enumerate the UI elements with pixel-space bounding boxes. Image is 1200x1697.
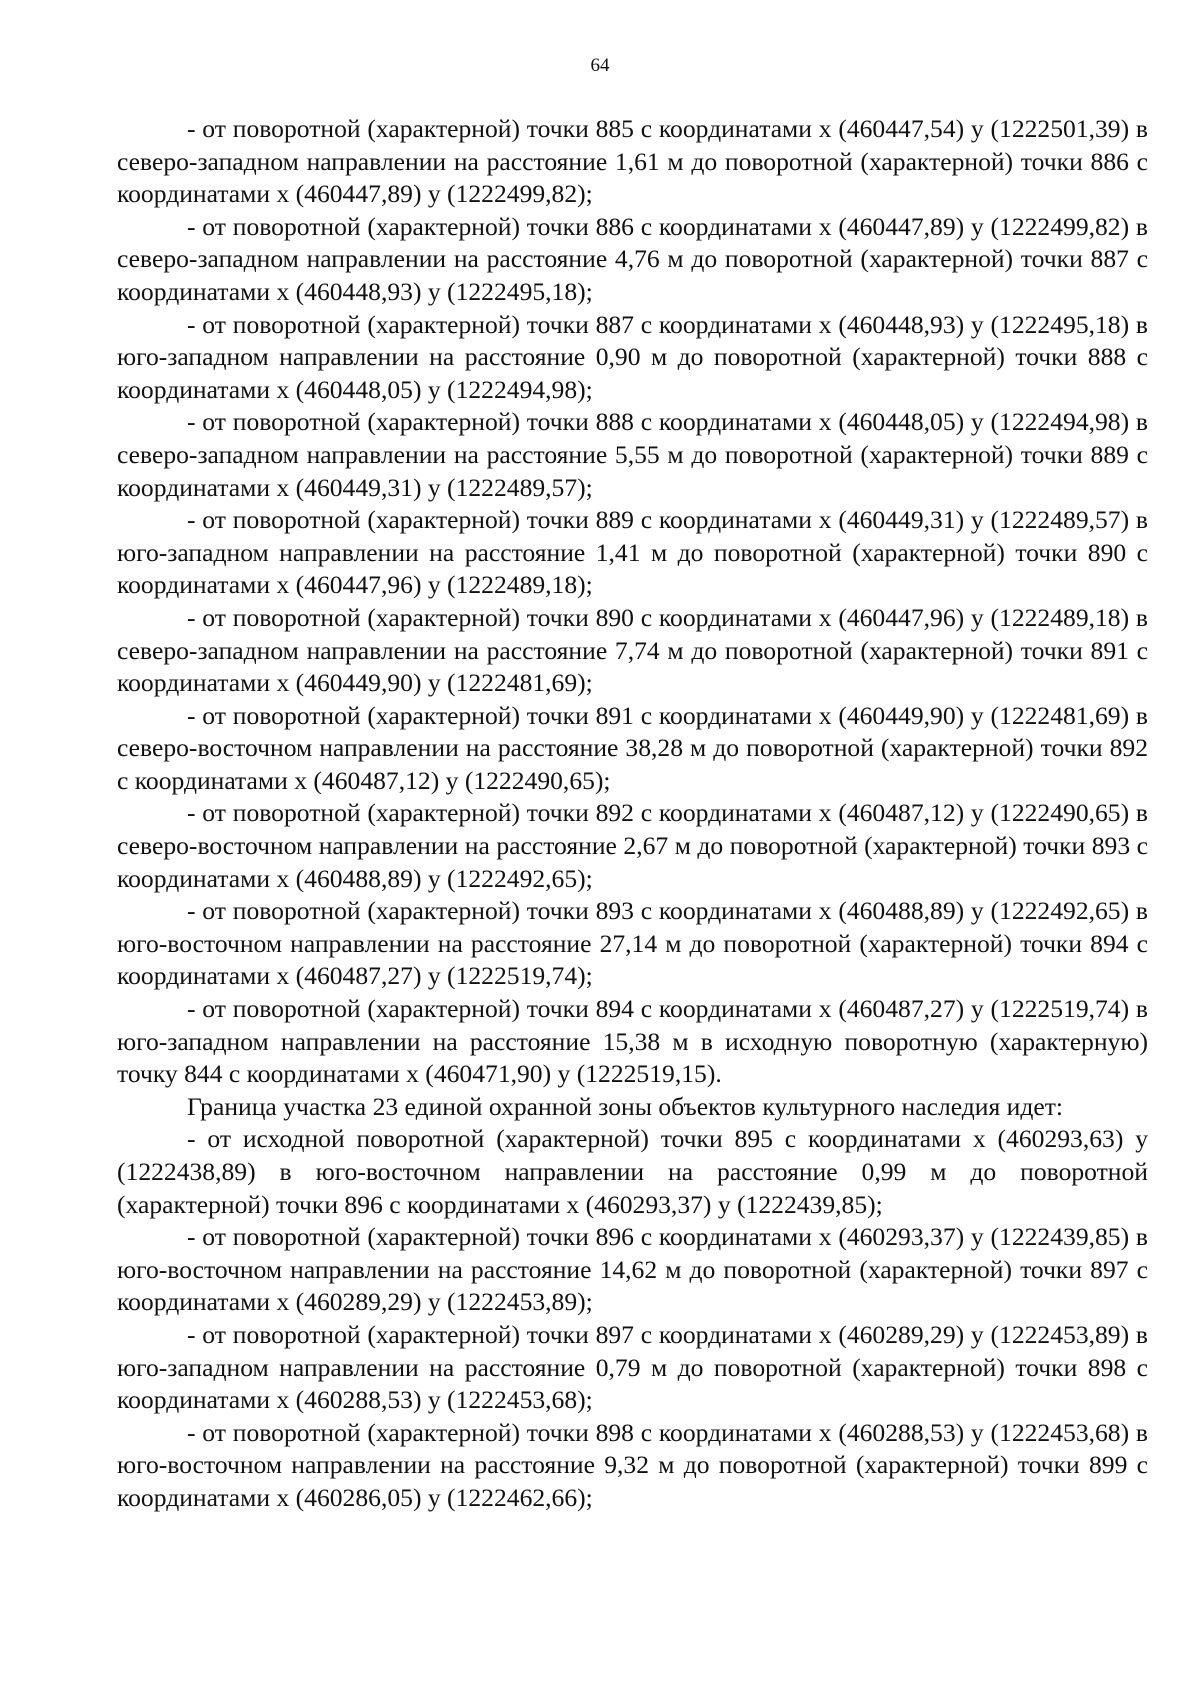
boundary-segment-896-897: - от поворотной (характерной) точки 896 с координатами х (460293,37) у (1222439,85) в юго-восточном направлении на расстояние 14,62 м до поворотной (характерной) точки 897 с координатами х (460289,29) у (1222453,89); xyxy=(117,1222,1148,1317)
section-intro-plot-23: Граница участка 23 единой охранной зоны объектов культурного наследия идет: xyxy=(187,1091,1064,1121)
boundary-segment-886-887: - от поворотной (характерной) точки 886 с координатами х (460447,89) у (1222499,82) в северо-западном направлении на расстояние 4,76 м до поворотной (характерной) точки 887 с координатами х (460448,93) у (1222495,18); xyxy=(117,211,1148,306)
boundary-segment-888-889: - от поворотной (характерной) точки 888 с координатами х (460448,05) у (1222494,98) в северо-западном направлении на расстояние 5,55 м до поворотной (характерной) точки 889 с координатами х (460449,31) у (1222489,57); xyxy=(117,407,1148,502)
boundary-segment-885-886: - от поворотной (характерной) точки 885 с координатами х (460447,54) у (1222501,39) в северо-западном направлении на расстояние 1,61 м до поворотной (характерной) точки 886 с координатами х (460447,89) у (1222499,82); xyxy=(117,114,1148,209)
boundary-segment-890-891: - от поворотной (характерной) точки 890 с координатами х (460447,96) у (1222489,18) в северо-западном направлении на расстояние 7,74 м до поворотной (характерной) точки 891 с координатами х (460449,90) у (1222481,69); xyxy=(117,602,1148,698)
boundary-segment-895-896: - от исходной поворотной (характерной) точки 895 с координатами х (460293,63) у (1222438,89) в юго-восточном направлении на расстояние 0,99 м до поворотной (характерной) точки 896 с координатами х (460293,37) у (1222439,85); xyxy=(117,1124,1148,1219)
boundary-segment-892-893: - от поворотной (характерной) точки 892 с координатами х (460487,12) у (1222490,65) в северо-восточном направлении на расстояние 2,67 м до поворотной (характерной) точки 893 с координатами х (460488,89) у (1222492,65); xyxy=(117,798,1148,893)
boundary-segment-898-899: - от поворотной (характерной) точки 898 с координатами х (460288,53) у (1222453,68) в юго-восточном направлении на расстояние 9,32 м до поворотной (характерной) точки 899 с координатами х (460286,05) у (1222462,66); xyxy=(117,1417,1148,1512)
boundary-segment-887-888: - от поворотной (характерной) точки 887 с координатами х (460448,93) у (1222495,18) в юго-западном направлении на расстояние 0,90 м до поворотной (характерной) точки 888 с координатами х (460448,05) у (1222494,98); xyxy=(117,309,1148,404)
boundary-segment-891-892: - от поворотной (характерной) точки 891 с координатами х (460449,90) у (1222481,69) в северо-восточном направлении на расстояние 38,28 м до поворотной (характерной) точки 892 с координатами х (460487,12) у (1222490,65); xyxy=(117,700,1148,795)
page-number: 64 xyxy=(590,55,610,76)
boundary-segment-893-894: - от поворотной (характерной) точки 893 с координатами х (460488,89) у (1222492,65) в юго-восточном направлении на расстояние 27,14 м до поворотной (характерной) точки 894 с координатами х (460487,27) у (1222519,74); xyxy=(117,896,1148,991)
document-body xyxy=(117,113,1148,1515)
boundary-segment-897-898: - от поворотной (характерной) точки 897 с координатами х (460289,29) у (1222453,89) в юго-западном направлении на расстояние 0,79 м до поворотной (характерной) точки 898 с координатами х (460288,53) у (1222453,68); xyxy=(117,1319,1148,1415)
boundary-segment-894-844: - от поворотной (характерной) точки 894 с координатами х (460487,27) у (1222519,74) в юго-западном направлении на расстояние 15,38 м в исходную поворотную (характерную) точку 844 с координатами х (460471,90) у (1222519,15). xyxy=(117,994,1148,1089)
boundary-segment-889-890: - от поворотной (характерной) точки 889 с координатами х (460449,31) у (1222489,57) в юго-западном направлении на расстояние 1,41 м до поворотной (характерной) точки 890 с координатами х (460447,96) у (1222489,18); xyxy=(117,505,1148,600)
